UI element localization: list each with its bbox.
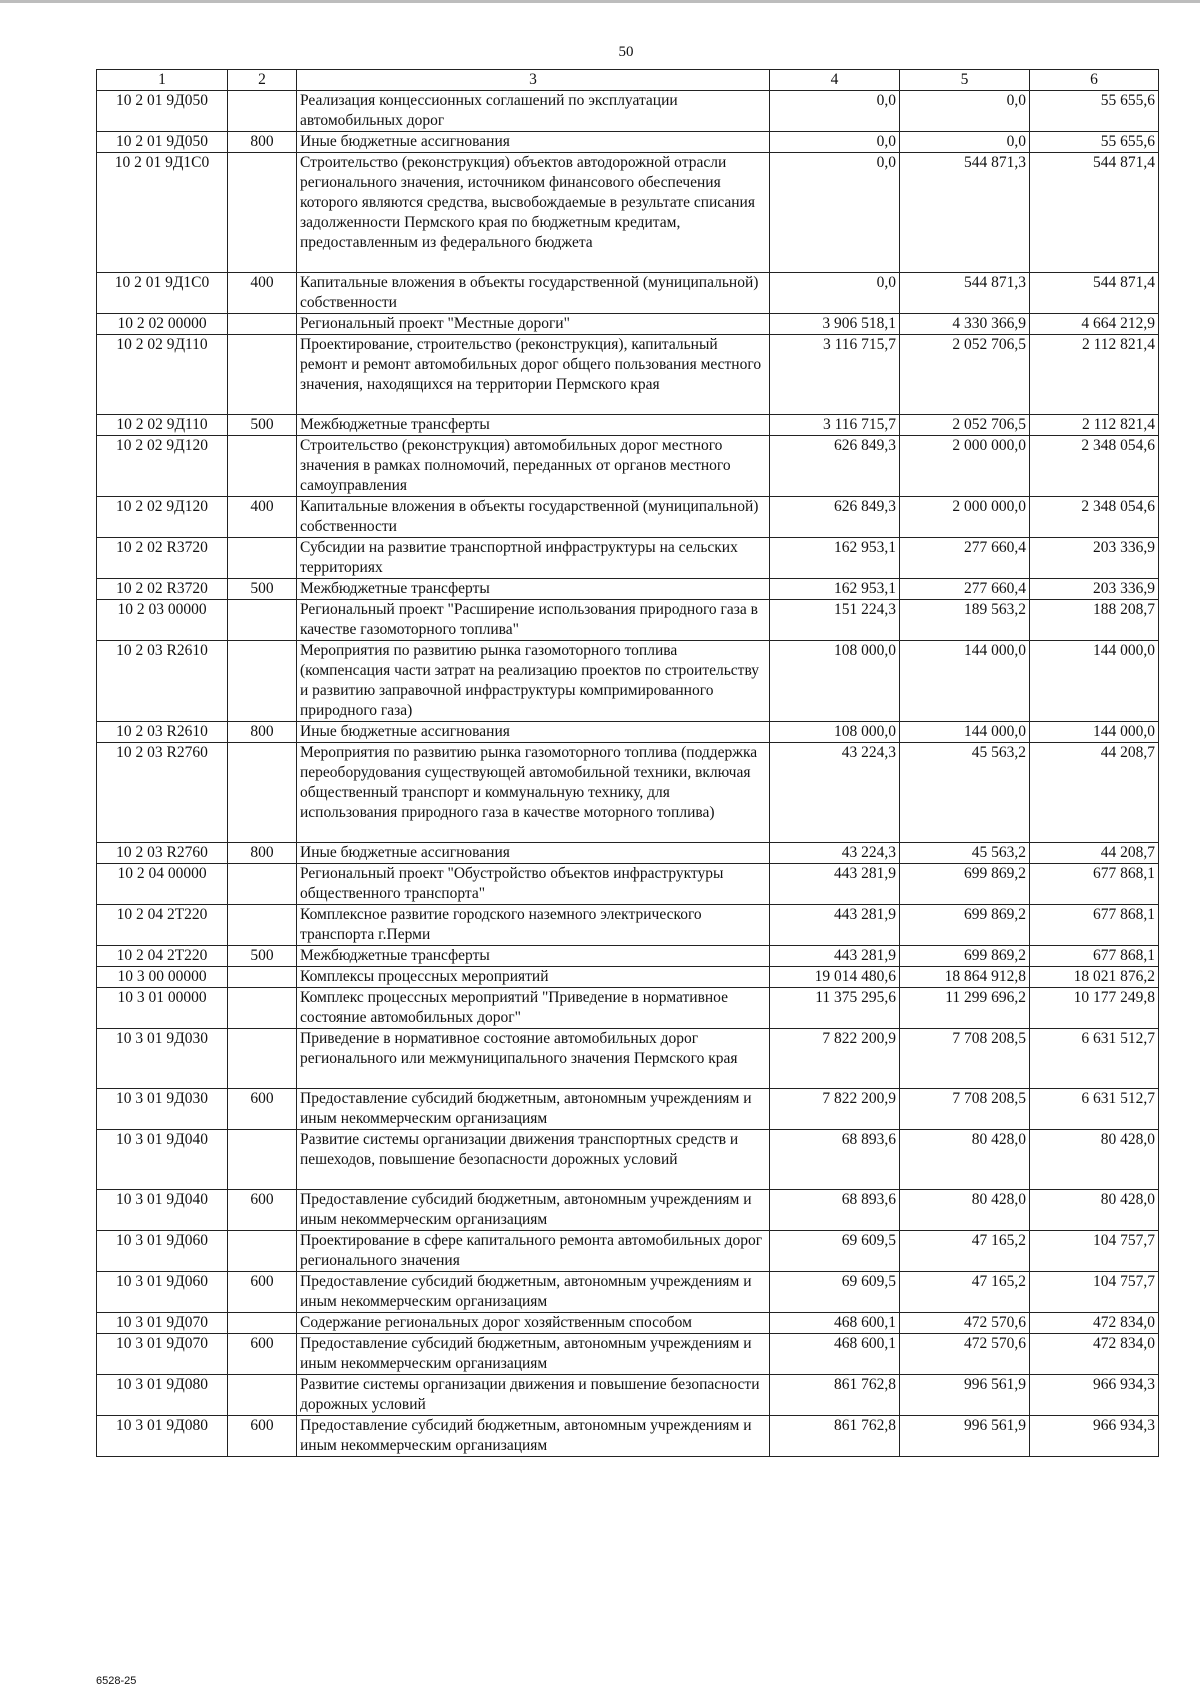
row-value-col4: 443 281,9 <box>770 946 900 967</box>
table-row <box>97 132 1159 153</box>
row-value-col5: 11 299 696,2 <box>900 988 1030 1029</box>
row-name: Региональный проект "Расширение использования природного газа в качестве газомоторного топлива" <box>297 600 770 641</box>
row-value-col6: 203 336,9 <box>1030 538 1159 579</box>
table-row <box>97 91 1159 132</box>
row-code: 10 3 01 9Д080 <box>97 1416 228 1457</box>
row-code: 10 2 02 00000 <box>97 314 228 335</box>
row-code: 10 2 02 9Д110 <box>97 335 228 415</box>
row-expense-type <box>228 1313 297 1334</box>
row-value-col6: 55 655,6 <box>1030 91 1159 132</box>
row-value-col6: 44 208,7 <box>1030 843 1159 864</box>
row-value-col4: 861 762,8 <box>770 1375 900 1416</box>
row-value-col6: 544 871,4 <box>1030 153 1159 273</box>
table-row <box>97 1416 1159 1457</box>
row-value-col5: 2 000 000,0 <box>900 497 1030 538</box>
row-value-col5: 996 561,9 <box>900 1375 1030 1416</box>
row-expense-type: 600 <box>228 1272 297 1313</box>
row-code: 10 2 01 9Д050 <box>97 132 228 153</box>
row-name: Капитальные вложения в объекты государственной (муниципальной) собственности <box>297 273 770 314</box>
row-name: Региональный проект "Обустройство объектов инфраструктуры общественного транспорта" <box>297 864 770 905</box>
header-col-2: 2 <box>228 70 297 91</box>
table-row <box>97 641 1159 722</box>
scan-edge <box>0 0 1200 3</box>
row-value-col5: 0,0 <box>900 132 1030 153</box>
row-name: Предоставление субсидий бюджетным, автономным учреждениям и иным некоммерческим организациям <box>297 1190 770 1231</box>
row-value-col5: 2 052 706,5 <box>900 335 1030 415</box>
row-value-col6: 966 934,3 <box>1030 1375 1159 1416</box>
row-value-col5: 699 869,2 <box>900 864 1030 905</box>
row-code: 10 2 02 R3720 <box>97 579 228 600</box>
row-value-col6: 2 348 054,6 <box>1030 497 1159 538</box>
row-expense-type: 600 <box>228 1190 297 1231</box>
row-value-col5: 18 864 912,8 <box>900 967 1030 988</box>
table-row <box>97 1089 1159 1130</box>
row-value-col4: 468 600,1 <box>770 1313 900 1334</box>
row-name: Проектирование, строительство (реконструкция), капитальный ремонт и ремонт автомобильных дорог общего пользования местного значения, находящихся на территории Пермского края <box>297 335 770 415</box>
row-code: 10 2 02 9Д110 <box>97 415 228 436</box>
table-row <box>97 436 1159 497</box>
row-name: Мероприятия по развитию рынка газомоторного топлива (поддержка переоборудования существующей автомобильной техники, включая общественный транспорт и коммунальную технику, для использования природного газа в качестве моторного топлива) <box>297 743 770 843</box>
row-code: 10 3 01 9Д070 <box>97 1334 228 1375</box>
row-expense-type <box>228 538 297 579</box>
row-value-col5: 144 000,0 <box>900 641 1030 722</box>
row-value-col6: 80 428,0 <box>1030 1130 1159 1190</box>
row-code: 10 2 03 R2760 <box>97 843 228 864</box>
row-expense-type: 600 <box>228 1416 297 1457</box>
row-code: 10 2 02 9Д120 <box>97 497 228 538</box>
row-name: Комплексы процессных мероприятий <box>297 967 770 988</box>
row-name: Строительство (реконструкция) объектов автодорожной отрасли регионального значения, источником финансового обеспечения которого являются средства, высвобождаемые в результате списания задолженности Пермского края по бюджетным кредитам, предоставленным из федерального бюджета <box>297 153 770 273</box>
table-row <box>97 335 1159 415</box>
table-row <box>97 497 1159 538</box>
row-name: Мероприятия по развитию рынка газомоторного топлива (компенсация части затрат на реализацию проектов по строительству и развитию заправочной инфраструктуры компримированного природного газа) <box>297 641 770 722</box>
table-row <box>97 1029 1159 1089</box>
table-row <box>97 1272 1159 1313</box>
row-name: Комплексное развитие городского наземного электрического транспорта г.Перми <box>297 905 770 946</box>
row-value-col5: 699 869,2 <box>900 946 1030 967</box>
row-value-col4: 861 762,8 <box>770 1416 900 1457</box>
row-value-col6: 55 655,6 <box>1030 132 1159 153</box>
header-col-3: 3 <box>297 70 770 91</box>
header-col-1: 1 <box>97 70 228 91</box>
row-value-col5: 472 570,6 <box>900 1334 1030 1375</box>
row-expense-type <box>228 1029 297 1089</box>
row-code: 10 2 01 9Д050 <box>97 91 228 132</box>
table-row <box>97 864 1159 905</box>
row-code: 10 2 01 9Д1С0 <box>97 153 228 273</box>
row-value-col6: 544 871,4 <box>1030 273 1159 314</box>
row-name: Капитальные вложения в объекты государственной (муниципальной) собственности <box>297 497 770 538</box>
row-expense-type <box>228 1375 297 1416</box>
row-value-col4: 626 849,3 <box>770 497 900 538</box>
row-value-col6: 203 336,9 <box>1030 579 1159 600</box>
row-expense-type <box>228 314 297 335</box>
row-code: 10 2 02 9Д120 <box>97 436 228 497</box>
row-value-col4: 3 116 715,7 <box>770 415 900 436</box>
row-value-col6: 144 000,0 <box>1030 641 1159 722</box>
row-expense-type: 500 <box>228 946 297 967</box>
table-row <box>97 600 1159 641</box>
table-row <box>97 153 1159 273</box>
row-value-col6: 2 112 821,4 <box>1030 335 1159 415</box>
row-value-col4: 151 224,3 <box>770 600 900 641</box>
row-value-col5: 7 708 208,5 <box>900 1029 1030 1089</box>
row-value-col4: 443 281,9 <box>770 905 900 946</box>
header-row <box>97 70 1159 91</box>
row-value-col5: 2 052 706,5 <box>900 415 1030 436</box>
row-name: Строительство (реконструкция) автомобильных дорог местного значения в рамках полномочий, переданных от органов местного самоуправления <box>297 436 770 497</box>
table-row <box>97 967 1159 988</box>
row-code: 10 3 01 9Д040 <box>97 1190 228 1231</box>
row-expense-type <box>228 967 297 988</box>
row-value-col6: 2 112 821,4 <box>1030 415 1159 436</box>
row-value-col5: 45 563,2 <box>900 743 1030 843</box>
row-value-col6: 104 757,7 <box>1030 1231 1159 1272</box>
row-code: 10 3 01 9Д030 <box>97 1029 228 1089</box>
row-value-col5: 544 871,3 <box>900 153 1030 273</box>
table-row <box>97 273 1159 314</box>
row-value-col6: 472 834,0 <box>1030 1313 1159 1334</box>
row-name: Предоставление субсидий бюджетным, автономным учреждениям и иным некоммерческим организациям <box>297 1089 770 1130</box>
row-code: 10 2 04 00000 <box>97 864 228 905</box>
row-name: Развитие системы организации движения транспортных средств и пешеходов, повышение безопасности дорожных условий <box>297 1130 770 1190</box>
row-expense-type: 500 <box>228 579 297 600</box>
row-value-col4: 443 281,9 <box>770 864 900 905</box>
row-expense-type: 600 <box>228 1089 297 1130</box>
row-code: 10 2 03 00000 <box>97 600 228 641</box>
row-expense-type <box>228 1130 297 1190</box>
row-value-col5: 144 000,0 <box>900 722 1030 743</box>
row-value-col4: 0,0 <box>770 91 900 132</box>
row-name: Проектирование в сфере капитального ремонта автомобильных дорог регионального значения <box>297 1231 770 1272</box>
row-expense-type: 600 <box>228 1334 297 1375</box>
row-value-col5: 80 428,0 <box>900 1190 1030 1231</box>
row-expense-type <box>228 91 297 132</box>
row-value-col4: 68 893,6 <box>770 1190 900 1231</box>
row-value-col4: 69 609,5 <box>770 1272 900 1313</box>
row-value-col4: 0,0 <box>770 273 900 314</box>
row-expense-type: 800 <box>228 843 297 864</box>
row-name: Содержание региональных дорог хозяйственным способом <box>297 1313 770 1334</box>
row-expense-type <box>228 641 297 722</box>
row-code: 10 2 04 2Т220 <box>97 946 228 967</box>
row-name: Развитие системы организации движения и повышение безопасности дорожных условий <box>297 1375 770 1416</box>
row-name: Иные бюджетные ассигнования <box>297 132 770 153</box>
row-value-col6: 4 664 212,9 <box>1030 314 1159 335</box>
row-value-col4: 68 893,6 <box>770 1130 900 1190</box>
row-value-col5: 47 165,2 <box>900 1272 1030 1313</box>
table-row <box>97 579 1159 600</box>
row-name: Иные бюджетные ассигнования <box>297 722 770 743</box>
row-value-col5: 277 660,4 <box>900 579 1030 600</box>
row-value-col6: 677 868,1 <box>1030 946 1159 967</box>
row-value-col5: 277 660,4 <box>900 538 1030 579</box>
row-value-col6: 6 631 512,7 <box>1030 1089 1159 1130</box>
table-row <box>97 415 1159 436</box>
row-value-col6: 10 177 249,8 <box>1030 988 1159 1029</box>
table-body <box>97 91 1159 1457</box>
footer-code: 6528-25 <box>96 1675 137 1687</box>
row-name: Субсидии на развитие транспортной инфраструктуры на сельских территориях <box>297 538 770 579</box>
row-value-col4: 626 849,3 <box>770 436 900 497</box>
row-code: 10 2 03 R2610 <box>97 722 228 743</box>
row-value-col5: 2 000 000,0 <box>900 436 1030 497</box>
row-name: Иные бюджетные ассигнования <box>297 843 770 864</box>
row-value-col4: 162 953,1 <box>770 538 900 579</box>
row-expense-type: 800 <box>228 132 297 153</box>
row-value-col5: 45 563,2 <box>900 843 1030 864</box>
row-value-col6: 2 348 054,6 <box>1030 436 1159 497</box>
header-col-6: 6 <box>1030 70 1159 91</box>
table-row <box>97 1313 1159 1334</box>
row-expense-type <box>228 743 297 843</box>
row-value-col5: 47 165,2 <box>900 1231 1030 1272</box>
row-code: 10 3 01 9Д040 <box>97 1130 228 1190</box>
row-value-col5: 0,0 <box>900 91 1030 132</box>
row-code: 10 3 01 9Д060 <box>97 1231 228 1272</box>
row-code: 10 3 01 9Д080 <box>97 1375 228 1416</box>
row-value-col6: 677 868,1 <box>1030 864 1159 905</box>
row-name: Предоставление субсидий бюджетным, автономным учреждениям и иным некоммерческим организациям <box>297 1416 770 1457</box>
row-value-col4: 108 000,0 <box>770 722 900 743</box>
row-code: 10 2 02 R3720 <box>97 538 228 579</box>
row-value-col5: 544 871,3 <box>900 273 1030 314</box>
row-value-col6: 144 000,0 <box>1030 722 1159 743</box>
row-value-col5: 472 570,6 <box>900 1313 1030 1334</box>
budget-table <box>96 69 1159 1457</box>
row-value-col4: 3 906 518,1 <box>770 314 900 335</box>
table-row <box>97 1334 1159 1375</box>
row-name: Межбюджетные трансферты <box>297 579 770 600</box>
row-expense-type: 400 <box>228 273 297 314</box>
row-value-col6: 6 631 512,7 <box>1030 1029 1159 1089</box>
row-name: Приведение в нормативное состояние автомобильных дорог регионального или межмуниципального значения Пермского края <box>297 1029 770 1089</box>
row-value-col6: 472 834,0 <box>1030 1334 1159 1375</box>
table-row <box>97 1231 1159 1272</box>
row-value-col4: 43 224,3 <box>770 743 900 843</box>
table-row <box>97 1190 1159 1231</box>
header-col-4: 4 <box>770 70 900 91</box>
row-value-col6: 966 934,3 <box>1030 1416 1159 1457</box>
table-row <box>97 722 1159 743</box>
row-expense-type <box>228 905 297 946</box>
row-code: 10 2 01 9Д1С0 <box>97 273 228 314</box>
row-value-col4: 468 600,1 <box>770 1334 900 1375</box>
table-row <box>97 1375 1159 1416</box>
table-row <box>97 843 1159 864</box>
row-name: Предоставление субсидий бюджетным, автономным учреждениям и иным некоммерческим организациям <box>297 1272 770 1313</box>
row-name: Региональный проект "Местные дороги" <box>297 314 770 335</box>
page-number: 50 <box>618 44 634 60</box>
row-code: 10 3 01 9Д030 <box>97 1089 228 1130</box>
row-code: 10 3 01 00000 <box>97 988 228 1029</box>
table-row <box>97 946 1159 967</box>
row-value-col4: 11 375 295,6 <box>770 988 900 1029</box>
row-name: Межбюджетные трансферты <box>297 415 770 436</box>
row-value-col5: 7 708 208,5 <box>900 1089 1030 1130</box>
row-value-col4: 162 953,1 <box>770 579 900 600</box>
row-expense-type <box>228 335 297 415</box>
row-value-col4: 0,0 <box>770 153 900 273</box>
row-expense-type <box>228 864 297 905</box>
row-value-col6: 677 868,1 <box>1030 905 1159 946</box>
row-code: 10 3 00 00000 <box>97 967 228 988</box>
row-expense-type <box>228 988 297 1029</box>
row-value-col6: 188 208,7 <box>1030 600 1159 641</box>
table-row <box>97 538 1159 579</box>
row-code: 10 3 01 9Д070 <box>97 1313 228 1334</box>
row-expense-type <box>228 1231 297 1272</box>
row-code: 10 2 03 R2760 <box>97 743 228 843</box>
row-value-col4: 19 014 480,6 <box>770 967 900 988</box>
row-value-col4: 0,0 <box>770 132 900 153</box>
row-name: Межбюджетные трансферты <box>297 946 770 967</box>
table-row <box>97 1130 1159 1190</box>
row-value-col6: 80 428,0 <box>1030 1190 1159 1231</box>
row-expense-type <box>228 153 297 273</box>
row-value-col4: 7 822 200,9 <box>770 1089 900 1130</box>
row-expense-type: 500 <box>228 415 297 436</box>
table-row <box>97 314 1159 335</box>
row-expense-type: 800 <box>228 722 297 743</box>
header-col-5: 5 <box>900 70 1030 91</box>
row-name: Комплекс процессных мероприятий "Приведение в нормативное состояние автомобильных дорог" <box>297 988 770 1029</box>
row-value-col4: 108 000,0 <box>770 641 900 722</box>
row-value-col5: 4 330 366,9 <box>900 314 1030 335</box>
row-expense-type: 400 <box>228 497 297 538</box>
row-value-col5: 996 561,9 <box>900 1416 1030 1457</box>
row-value-col4: 7 822 200,9 <box>770 1029 900 1089</box>
row-code: 10 2 04 2Т220 <box>97 905 228 946</box>
row-expense-type <box>228 436 297 497</box>
row-code: 10 3 01 9Д060 <box>97 1272 228 1313</box>
row-value-col5: 699 869,2 <box>900 905 1030 946</box>
row-expense-type <box>228 600 297 641</box>
row-value-col4: 43 224,3 <box>770 843 900 864</box>
table-row <box>97 988 1159 1029</box>
row-value-col6: 18 021 876,2 <box>1030 967 1159 988</box>
row-name: Предоставление субсидий бюджетным, автономным учреждениям и иным некоммерческим организациям <box>297 1334 770 1375</box>
row-value-col4: 3 116 715,7 <box>770 335 900 415</box>
row-value-col6: 44 208,7 <box>1030 743 1159 843</box>
row-code: 10 2 03 R2610 <box>97 641 228 722</box>
table-row <box>97 905 1159 946</box>
table-header <box>97 70 1159 91</box>
row-value-col4: 69 609,5 <box>770 1231 900 1272</box>
table-row <box>97 743 1159 843</box>
row-value-col6: 104 757,7 <box>1030 1272 1159 1313</box>
row-value-col5: 80 428,0 <box>900 1130 1030 1190</box>
row-name: Реализация концессионных соглашений по эксплуатации автомобильных дорог <box>297 91 770 132</box>
row-value-col5: 189 563,2 <box>900 600 1030 641</box>
